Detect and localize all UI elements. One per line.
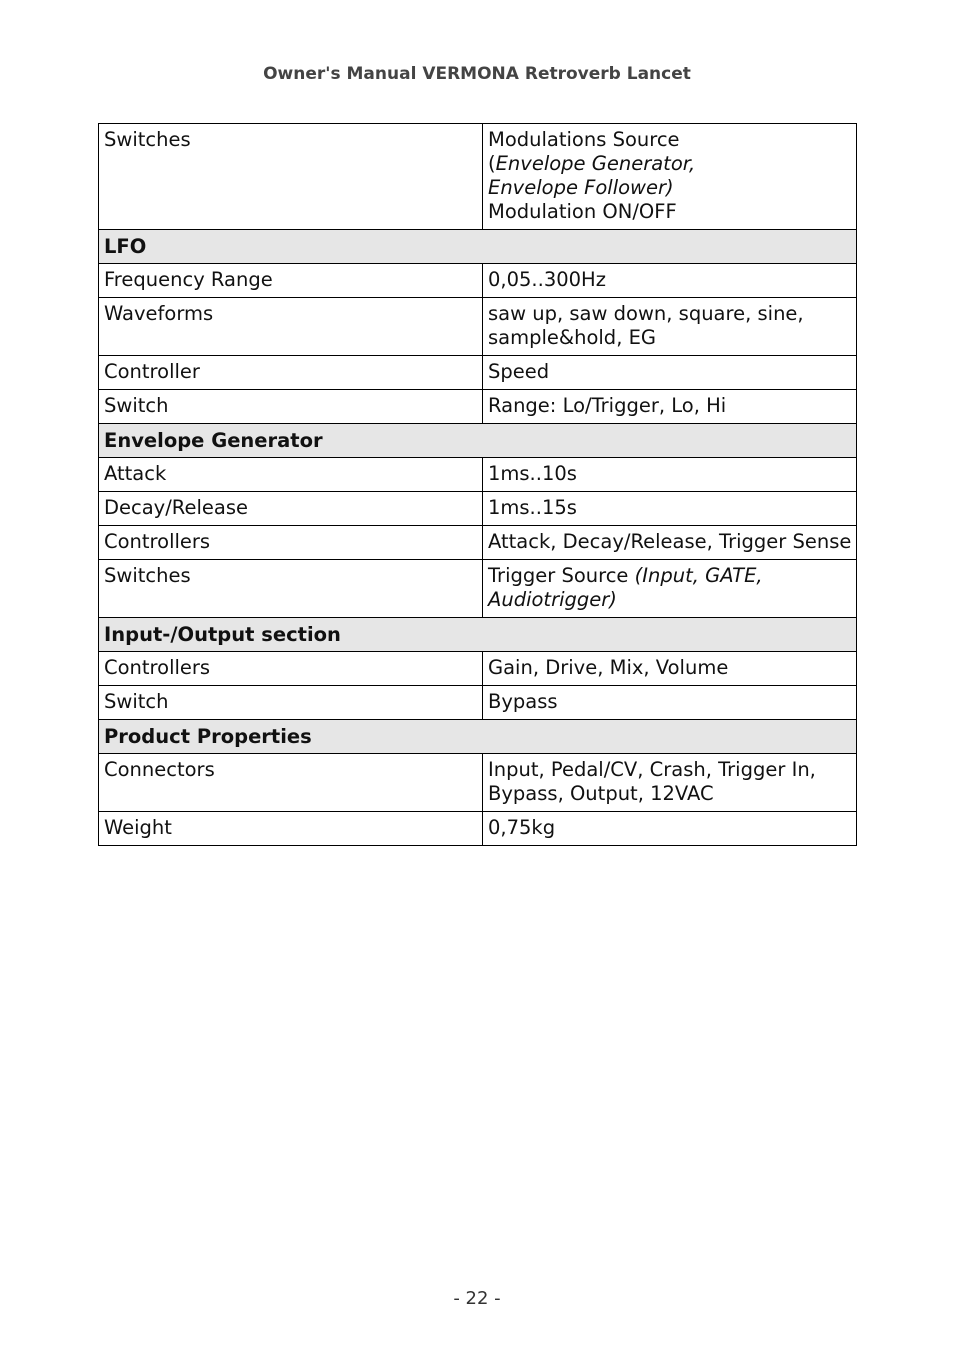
row-value: Gain, Drive, Mix, Volume [483, 652, 857, 686]
row-value: Range: Lo/Trigger, Lo, Hi [483, 390, 857, 424]
row-label: Frequency Range [99, 264, 483, 298]
paren-open: ( [488, 152, 496, 175]
table-row [99, 390, 857, 424]
table-row [99, 298, 857, 356]
section-title: LFO [99, 230, 857, 264]
specifications-table [98, 123, 857, 846]
row-value: saw up, saw down, square, sine, sample&hold, EG [483, 298, 857, 356]
row-label: Controllers [99, 652, 483, 686]
row-label: Switches [99, 124, 483, 230]
row-label: Switches [99, 560, 483, 618]
value-line: Modulation ON/OFF [488, 200, 677, 223]
section-title: Input-/Output section [99, 618, 857, 652]
section-header-lfo [99, 230, 857, 264]
table-row [99, 560, 857, 618]
row-value: 0,75kg [483, 812, 857, 846]
table-row [99, 124, 857, 230]
row-label: Controller [99, 356, 483, 390]
section-header-envelope-generator [99, 424, 857, 458]
table-row [99, 492, 857, 526]
running-header: Owner's Manual VERMONA Retroverb Lancet [263, 64, 691, 84]
row-label: Attack [99, 458, 483, 492]
table-row [99, 686, 857, 720]
section-title: Product Properties [99, 720, 857, 754]
row-label: Decay/Release [99, 492, 483, 526]
value-italic: (Input, GATE, Audiotrigger) [488, 564, 763, 611]
row-label: Controllers [99, 526, 483, 560]
row-label: Waveforms [99, 298, 483, 356]
row-value [483, 560, 857, 618]
row-value: Bypass [483, 686, 857, 720]
row-value: 0,05..300Hz [483, 264, 857, 298]
row-value: 1ms..15s [483, 492, 857, 526]
table-row [99, 526, 857, 560]
value-italic-line: Envelope Follower) [488, 176, 674, 199]
value-line [488, 152, 852, 176]
table-row [99, 754, 857, 812]
table-row [99, 812, 857, 846]
row-label: Switch [99, 390, 483, 424]
value-plain: Trigger Source [488, 564, 635, 587]
value-italic: Envelope Generator, [495, 152, 696, 175]
row-value: Input, Pedal/CV, Crash, Trigger In, Bypass, Output, 12VAC [483, 754, 857, 812]
row-label: Connectors [99, 754, 483, 812]
row-value: 1ms..10s [483, 458, 857, 492]
row-value [483, 124, 857, 230]
section-title: Envelope Generator [99, 424, 857, 458]
row-label: Weight [99, 812, 483, 846]
section-header-input-output [99, 618, 857, 652]
table-row [99, 264, 857, 298]
table-row [99, 652, 857, 686]
table-row [99, 356, 857, 390]
value-line: Modulations Source [488, 128, 680, 151]
section-header-product-properties [99, 720, 857, 754]
table-row [99, 458, 857, 492]
page-number: - 22 - [453, 1288, 501, 1309]
row-value: Attack, Decay/Release, Trigger Sense [483, 526, 857, 560]
row-value: Speed [483, 356, 857, 390]
row-label: Switch [99, 686, 483, 720]
